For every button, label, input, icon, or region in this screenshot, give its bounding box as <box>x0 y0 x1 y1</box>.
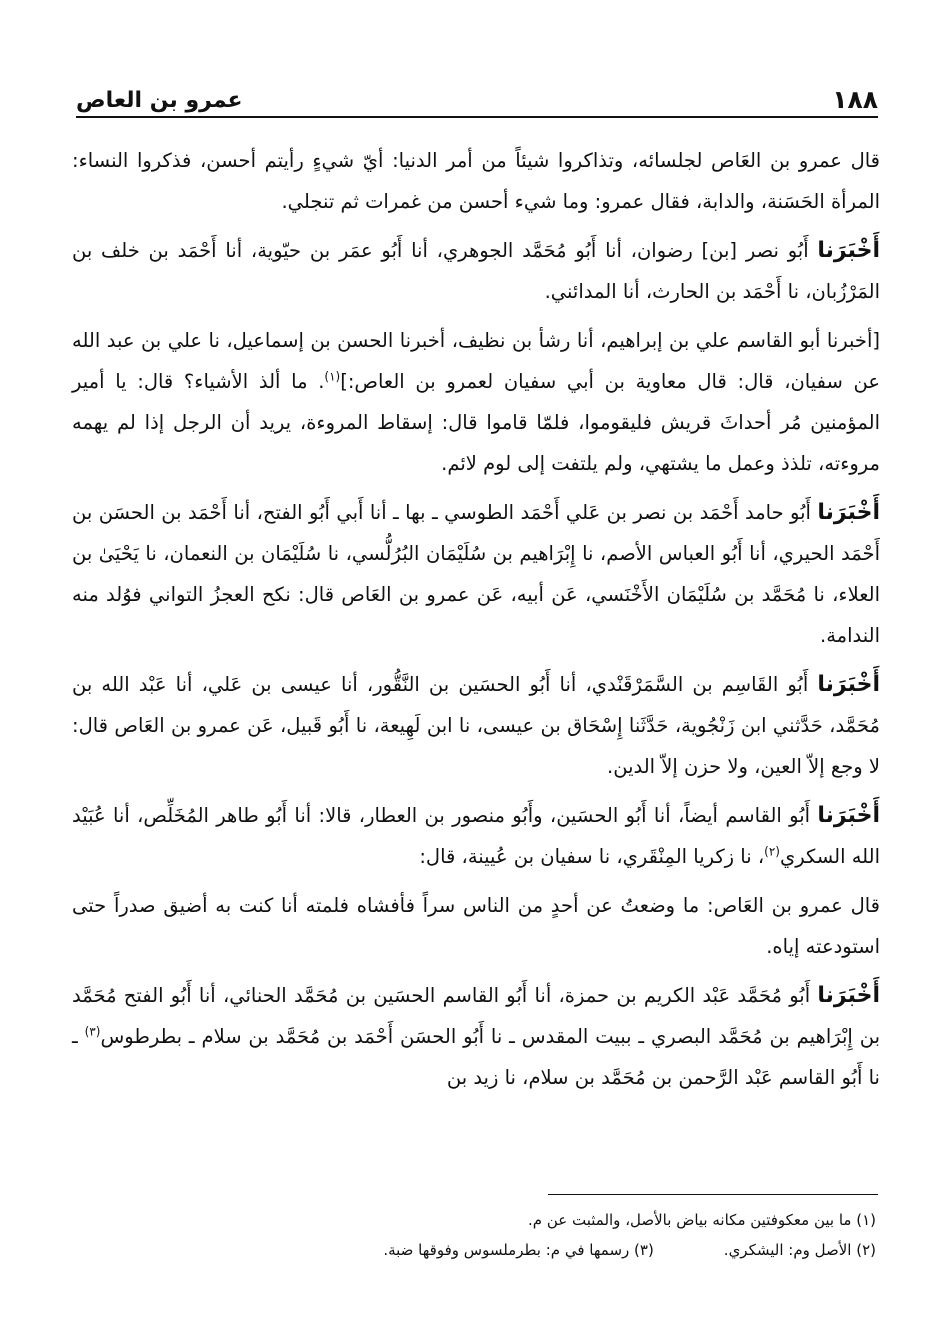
paragraph-8 <box>72 975 880 1098</box>
paragraph-tail: ، نا زكريا المِنْقَري، نا سفيان بن عُيينة، قال: <box>419 845 765 868</box>
paragraph-3 <box>72 320 880 484</box>
running-head: عمرو بن العاص <box>76 88 243 113</box>
paragraph-text: قال عمرو بن العَاص: ما وضعتُ عن أحدٍ من الناس سراً فأفشاه فلمته أنا كنت به أضيق صدراً حتى استودعته إياه. <box>72 894 880 958</box>
paragraph-text: [أخبرنا أبو القاسم علي بن إبراهيم، أنا رشأ بن نظيف، أخبرنا الحسن بن إسماعيل، نا علي بن عبد الله عن سفيان، قال: قال معاوية بن أبي سفيان لعمرو بن العاص:] <box>72 329 880 393</box>
paragraph-7 <box>72 885 880 967</box>
footnote-3: (٣) رسمها في م: بطرملسوس وفوقها ضبة. <box>383 1241 654 1259</box>
paragraph-2 <box>72 230 880 312</box>
header-rule <box>76 116 878 118</box>
footnote-row-1 <box>76 1205 876 1235</box>
footnote-1: (١) ما بين معكوفتين مكانه بياض بالأصل، والمثبت عن م. <box>528 1211 876 1229</box>
paragraph-1 <box>72 140 880 222</box>
paragraph-tail: . ما ألذ الأشياء؟ قال: يا أمير المؤمنين مُر أحداثَ قريش فليقوموا، فلمّا قاموا قال: إسقاط المروءة، يريد أن الرجل إذا لم يهمه مروءته، تلذذ وعمل ما يشتهي، ولم يلتفت إلى لوم لائم. <box>72 370 880 475</box>
paragraph-text: أَبُو نصر [بن] رضوان، أنا أَبُو مُحَمَّد الجوهري، أنا أَبُو عمَر بن حيّوية، أنا أَحْمَد بن خلف بن المَرْزُبان، نا أَحْمَد بن الحارث، أنا المدائني. <box>72 239 880 303</box>
paragraph-6 <box>72 795 880 877</box>
paragraph-text: أَبُو مُحَمَّد عَبْد الكريم بن حمزة، أنا أَبُو القاسم الحسَين بن مُحَمَّد الحنائي، أنا أَبُو الفتح مُحَمَّد بن إِبْرَاهيم بن مُحَمَّد البصري ـ ببيت المقدس ـ نا أَبُو الحسَن أَحْمَد بن مُحَمَّد بن سلام ـ بطرطوس <box>72 984 880 1048</box>
page-number: ١٨٨ <box>832 85 878 114</box>
footnote-rule <box>548 1194 878 1195</box>
paragraph-lead: أَخْبَرَنا <box>817 500 880 525</box>
paragraph-text: أَبُو القاسم أيضاً، أنا أَبُو الحسَين، وأَبُو منصور بن العطار، قالا: أنا أَبُو طاهر المُخَلِّص، أنا عُبَيْد الله السكري <box>72 804 880 868</box>
paragraph-text: أَبُو حامد أَحْمَد بن نصر بن عَلي أَحْمَد الطوسي ـ بها ـ أنا أَبي أَبُو الفتح، أنا أَحْمَد بن الحسَن بن أَحْمَد الحيري، أنا أَبُو العباس الأصم، نا إِبْرَاهيم بن سُلَيْمَان البُرُلُّسي، نا سُلَيْمَان بن النعمان، نا يَحْيَىٰ بن العلاء، نا مُحَمَّد بن سُلَيْمَان الأَخْنَسي، عَن أبيه، عَن عمرو بن العَاص قال: نكح العجزُ التواني فوُلد منه الندامة. <box>72 501 880 647</box>
paragraph-5 <box>72 664 880 787</box>
paragraph-lead: أَخْبَرَنا <box>817 983 880 1008</box>
paragraph-lead: أَخْبَرَنا <box>817 238 880 263</box>
paragraph-4 <box>72 492 880 656</box>
footnote-row-2 <box>76 1235 876 1265</box>
main-text <box>72 140 880 1106</box>
footnote-ref-1: (١) <box>324 369 341 384</box>
footnote-2: (٢) الأصل وم: اليشكري. <box>723 1241 876 1259</box>
footnote-ref-3: (٣) <box>84 1024 101 1039</box>
paragraph-text: أَبُو القَاسِم بن السَّمَرْقَنْدي، أنا أَبُو الحسَين بن النَّقُّور، أنا عيسى بن عَلي، أنا عَبْد الله بن مُحَمَّد، حَدَّثني ابن زَنْجُوية، حَدَّثَنا إِسْحَاق بن عيسى، نا ابن لَهِيعة، نا أَبُو قَبيل، عَن عمرو بن العَاص قال: لا وجع إلاّ العين، ولا حزن إلاّ الدين. <box>72 673 880 778</box>
footnote-ref-2: (٢) <box>764 844 780 859</box>
paragraph-lead: أَخْبَرَنا <box>817 672 880 697</box>
page-header <box>76 74 878 112</box>
paragraph-lead: أَخْبَرَنا <box>817 803 880 828</box>
paragraph-text: قال عمرو بن العَاص لجلسائه، وتذاكروا شيئاً من أمر الدنيا: أيّ شيءٍ رأيتم أحسن، فذكروا النساء: المرأة الحَسَنة، والدابة، فقال عمرو: وما شيء أحسن من غمرات ثم تنجلي. <box>72 149 880 213</box>
paragraph-tail: ـ نا أَبُو القاسم عَبْد الرَّحمن بن مُحَمَّد بن سلام، نا زيد بن <box>72 1025 880 1089</box>
footnotes <box>76 1205 876 1265</box>
